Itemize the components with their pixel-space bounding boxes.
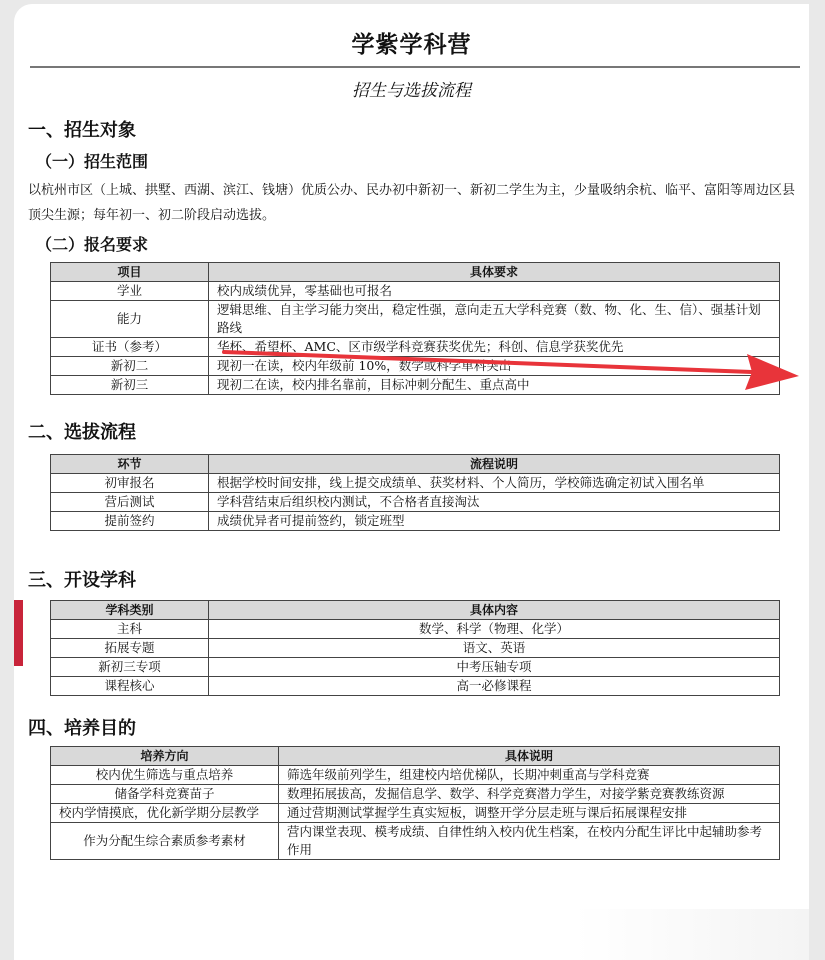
table-cell: 新初三专项 xyxy=(51,658,209,677)
red-arrow-annotation xyxy=(14,4,809,404)
table-header-cell: 流程说明 xyxy=(209,455,780,474)
table-row xyxy=(51,493,780,512)
table-cell: 通过营期测试掌握学生真实短板，调整开学分层走班与课后拓展课程安排 xyxy=(279,804,780,823)
table-cell: 提前签约 xyxy=(51,512,209,531)
table-row xyxy=(51,804,780,823)
document-page xyxy=(14,4,809,960)
table-cell: 新初三 xyxy=(51,376,209,395)
table-header-cell: 环节 xyxy=(51,455,209,474)
table-row xyxy=(51,639,780,658)
table-cell: 校内成绩优异，零基础也可报名 xyxy=(209,282,780,301)
table-cell: 根据学校时间安排，线上提交成绩单、获奖材料、个人简历，学校筛选确定初试入围名单 xyxy=(209,474,780,493)
table-row xyxy=(51,512,780,531)
table-cell: 学业 xyxy=(51,282,209,301)
table-cell: 高一必修课程 xyxy=(209,677,780,696)
training-goals-table xyxy=(50,746,780,860)
table-row xyxy=(51,677,780,696)
document-title: 学紫学科营 xyxy=(351,32,472,58)
table-header-cell: 具体内容 xyxy=(209,601,780,620)
table-row xyxy=(51,658,780,677)
table-cell: 数学、科学（物理、化学） xyxy=(209,620,780,639)
table-cell: 筛选年级前列学生，组建校内培优梯队，长期冲刺重高与学科竞赛 xyxy=(279,766,780,785)
table-cell: 能力 xyxy=(51,301,209,338)
table-cell: 成绩优异者可提前签约，锁定班型 xyxy=(209,512,780,531)
table-cell: 校内学情摸底，优化新学期分层教学 xyxy=(51,804,279,823)
recruitment-scope-paragraph: 以杭州市区（上城、拱墅、西湖、滨江、钱塘）优质公办、民办初中新初一、新初二学生为主，少量吸纳余杭、临平、富阳等周边区县顶尖生源；每年初一、初二阶段启动选拔。 xyxy=(28,183,796,223)
table-cell: 现初二在读，校内排名靠前，目标冲刺分配生、重点高中 xyxy=(209,376,780,395)
table-header-cell: 学科类别 xyxy=(51,601,209,620)
table-cell: 华杯、希望杯、AMC、区市级学科竞赛获奖优先；科创、信息学获奖优先 xyxy=(209,338,780,357)
table-header-row xyxy=(51,455,780,474)
table-header-row xyxy=(51,601,780,620)
table-header-cell: 项目 xyxy=(51,263,209,282)
subheading-application-requirements: （二）报名要求 xyxy=(36,235,149,254)
table-header-cell: 具体要求 xyxy=(209,263,780,282)
table-cell: 校内优生筛选与重点培养 xyxy=(51,766,279,785)
table-cell: 初审报名 xyxy=(51,474,209,493)
table-header-row xyxy=(51,747,780,766)
table-cell: 营内课堂表现、模考成绩、自律性纳入校内优生档案，在校内分配生评比中起辅助参考作用 xyxy=(279,823,780,860)
subjects-table xyxy=(50,600,780,696)
table-cell: 证书（参考） xyxy=(51,338,209,357)
table-row xyxy=(51,785,780,804)
table-cell: 储备学科竞赛苗子 xyxy=(51,785,279,804)
selection-process-table xyxy=(50,454,780,531)
table-cell: 学科营结束后组织校内测试，不合格者直接淘汰 xyxy=(209,493,780,512)
section-heading-recruitment: 一、招生对象 xyxy=(28,120,136,141)
table-row xyxy=(51,823,780,860)
table-cell: 营后测试 xyxy=(51,493,209,512)
side-tab-marker xyxy=(14,600,23,666)
table-cell: 作为分配生综合素质参考素材 xyxy=(51,823,279,860)
bottom-right-fade xyxy=(574,909,809,960)
table-cell: 语文、英语 xyxy=(209,639,780,658)
section-heading-training-goals: 四、培养目的 xyxy=(28,718,136,739)
table-cell: 新初二 xyxy=(51,357,209,376)
document-subtitle: 招生与选拔流程 xyxy=(352,81,471,101)
table-cell: 中考压轴专项 xyxy=(209,658,780,677)
section-heading-subjects: 三、开设学科 xyxy=(28,570,136,591)
table-cell: 课程核心 xyxy=(51,677,209,696)
table-row xyxy=(51,474,780,493)
section-heading-selection-process: 二、选拔流程 xyxy=(28,422,136,443)
table-cell: 数理拓展拔高，发掘信息学、数学、科学竞赛潜力学生，对接学紫竞赛教练资源 xyxy=(279,785,780,804)
table-cell: 拓展专题 xyxy=(51,639,209,658)
table-row xyxy=(51,620,780,639)
table-header-cell: 培养方向 xyxy=(51,747,279,766)
table-cell: 现初一在读，校内年级前 10%，数学或科学单科突出 xyxy=(209,357,780,376)
table-cell: 主科 xyxy=(51,620,209,639)
table-cell: 逻辑思维、自主学习能力突出，稳定性强，意向走五大学科竞赛（数、物、化、生、信）、强基计划路线 xyxy=(209,301,780,338)
subheading-recruitment-scope: （一）招生范围 xyxy=(36,152,149,171)
table-row xyxy=(51,766,780,785)
table-header-cell: 具体说明 xyxy=(279,747,780,766)
